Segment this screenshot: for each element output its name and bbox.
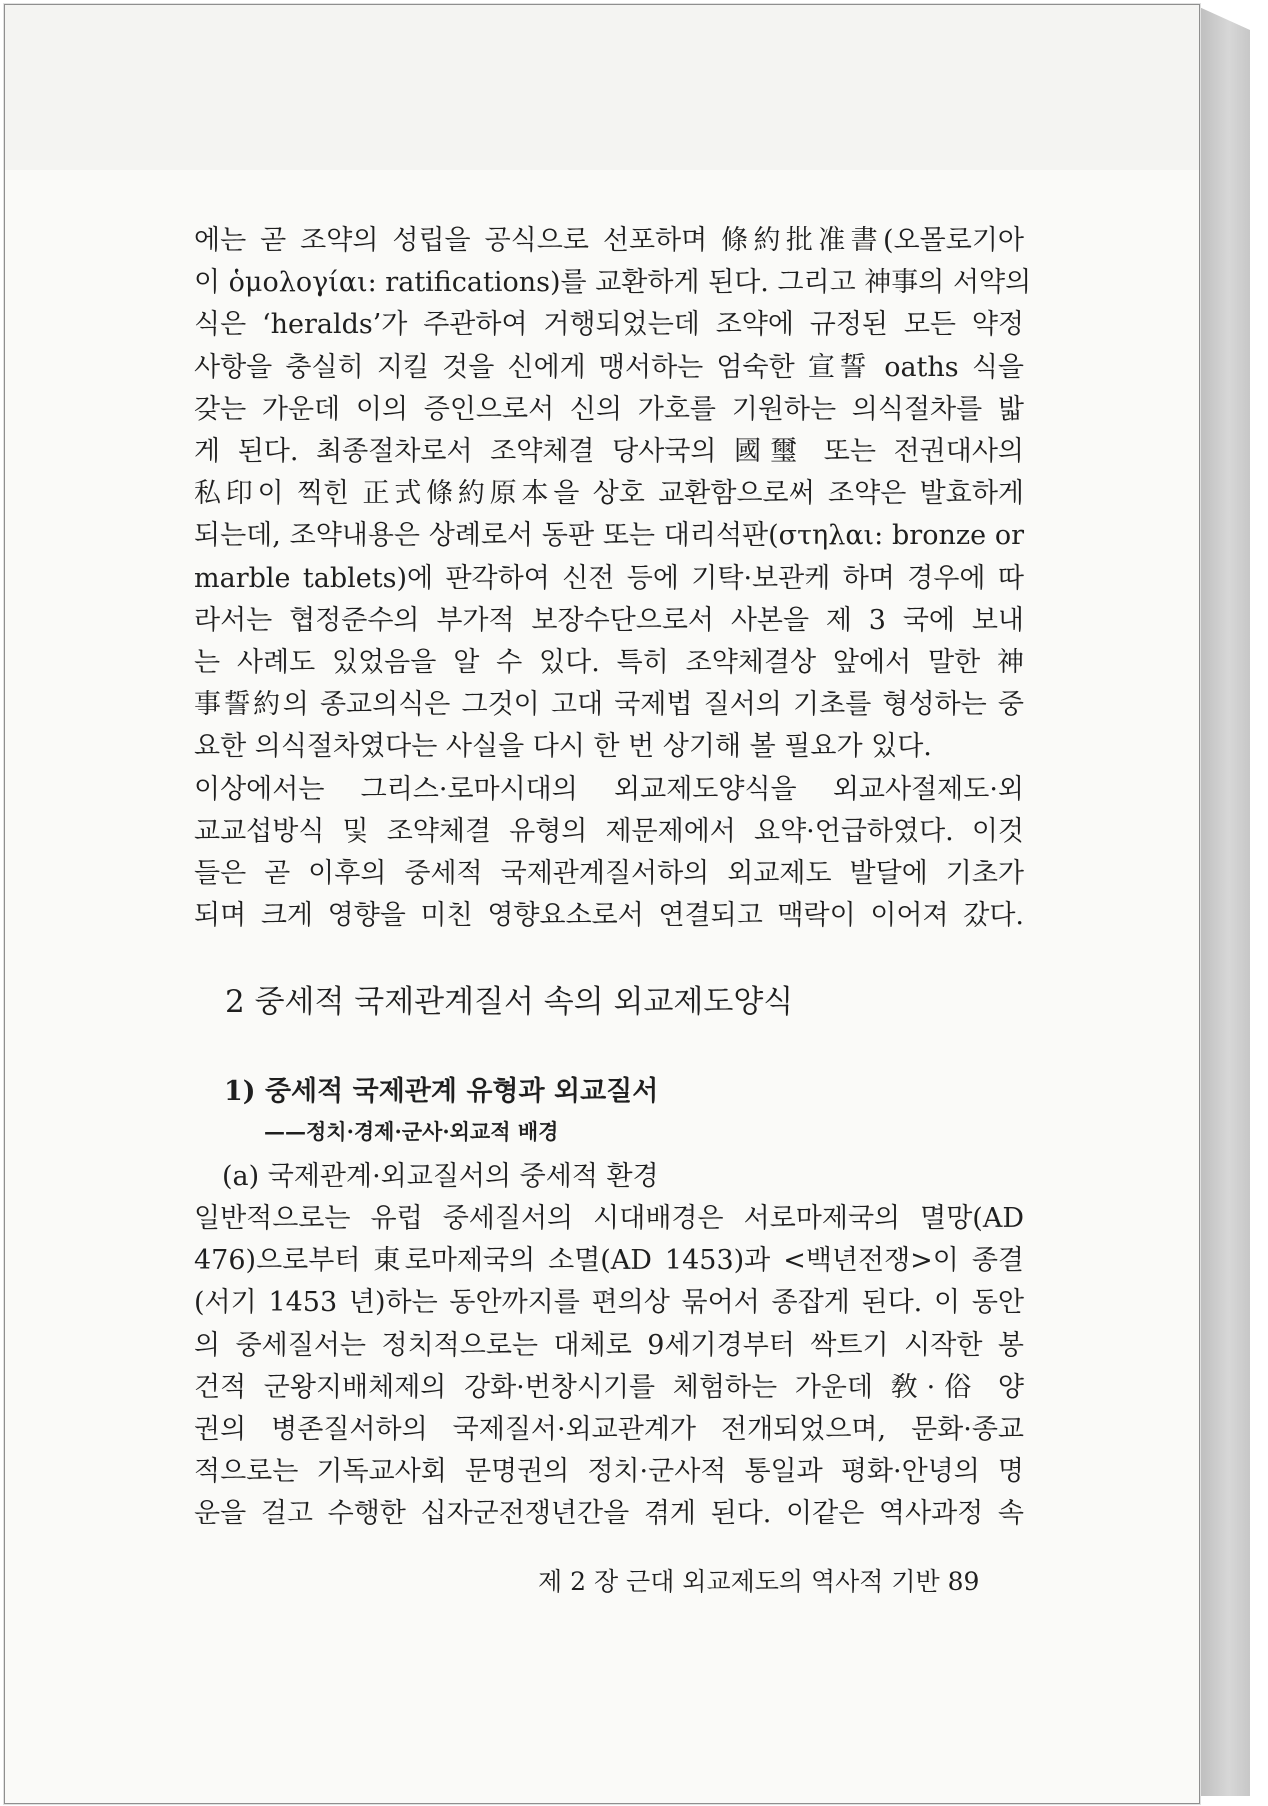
body-line: 되며 크게 영향을 미친 영향요소로서 연결되고 맥락이 이어져 갔다. bbox=[194, 900, 1024, 932]
body-line: 의 중세질서는 정치적으로는 대체로 9세기경부터 싹트기 시작한 봉 bbox=[194, 1329, 1024, 1361]
page-top-margin bbox=[5, 5, 1199, 170]
body-line: (서기 1453 년)하는 동안까지를 편의상 묶어서 종잡게 된다. 이 동안 bbox=[194, 1287, 1024, 1319]
body-line: 에는 곧 조약의 성립을 공식으로 선포하며 條約批准書(오몰로기아 bbox=[194, 225, 1024, 256]
subsection-heading: 1) 중세적 국제관계 유형과 외교질서 bbox=[224, 1076, 659, 1107]
body-text-block-2 bbox=[194, 1198, 1024, 1536]
section-heading: 2 중세적 국제관계질서 속의 외교제도양식 bbox=[225, 984, 794, 1020]
body-line: 게 된다. 최종절차로서 조약체결 당사국의 國璽 또는 전권대사의 bbox=[194, 436, 1024, 468]
body-line: 권의 병존질서하의 국제질서·외교관계가 전개되었으며, 문화·종교 bbox=[194, 1414, 1024, 1446]
body-line: 되는데, 조약내용은 상례로서 동판 또는 대리석판(στηλαι: bronze or bbox=[194, 520, 1024, 552]
page-footer: 제 2 장 근대 외교제도의 역사적 기반 89 bbox=[538, 1567, 980, 1596]
body-line: 라서는 협정준수의 부가적 보장수단으로서 사본을 제 3 국에 보내 bbox=[194, 604, 1024, 636]
body-text-block-1 bbox=[194, 220, 1032, 937]
body-line: 적으로는 기독교사회 문명권의 정치·군사적 통일과 평화·안녕의 명 bbox=[194, 1456, 1024, 1488]
body-line: 들은 곧 이후의 중세적 국제관계질서하의 외교제도 발달에 기초가 bbox=[194, 858, 1024, 890]
body-line: 事誓約의 종교의식은 그것이 고대 국제법 질서의 기초를 형성하는 중 bbox=[194, 689, 1024, 721]
body-line: 식은 ‘heralds’가 주관하여 거행되었는데 조약에 규정된 모든 약정 bbox=[194, 309, 1024, 341]
page-edge-shadow bbox=[1197, 6, 1250, 1796]
body-line: 는 사례도 있었음을 알 수 있다. 특히 조약체결상 앞에서 말한 神 bbox=[194, 647, 1024, 679]
body-line: 요한 의식절차였다는 사실을 다시 한 번 상기해 볼 필요가 있다. bbox=[194, 731, 932, 763]
body-line: 교교섭방식 및 조약체결 유형의 제문제에서 요약·언급하였다. 이것 bbox=[194, 815, 1024, 847]
body-line: 사항을 충실히 지킬 것을 신에게 맹서하는 엄숙한 宣誓 oaths 식을 bbox=[194, 351, 1024, 383]
body-line: 운을 걸고 수행한 십자군전쟁년간을 겪게 된다. 이같은 역사과정 속 bbox=[194, 1498, 1024, 1530]
body-line: 이 ὁμολογίαι: ratifications)를 교환하게 된다. 그리고 神事의 서약의 bbox=[194, 267, 1032, 299]
body-line: 건적 군왕지배체제의 강화·번창시기를 체험하는 가운데 敎·俗 양 bbox=[194, 1371, 1024, 1403]
body-line: 이상에서는 그리스·로마시대의 외교제도양식을 외교사절제도·외 bbox=[194, 773, 1024, 805]
body-line: 일반적으로는 유럽 중세질서의 시대배경은 서로마제국의 멸망(AD bbox=[194, 1203, 1024, 1234]
subsection-subheading: ——정치·경제·군사·외교적 배경 bbox=[264, 1119, 559, 1144]
body-line: 갖는 가운데 이의 증인으로서 신의 가호를 기원하는 의식절차를 밟 bbox=[194, 393, 1024, 425]
body-line: marble tablets)에 판각하여 신전 등에 기탁·보관케 하며 경우에 따 bbox=[194, 562, 1024, 594]
body-line: 476)으로부터 東로마제국의 소멸(AD 1453)과 <백년전쟁>이 종결 bbox=[194, 1245, 1024, 1277]
subsubsection-heading: (a) 국제관계·외교질서의 중세적 환경 bbox=[222, 1161, 659, 1192]
body-line: 私印이 찍힌 正式條約原本을 상호 교환함으로써 조약은 발효하게 bbox=[194, 478, 1024, 510]
